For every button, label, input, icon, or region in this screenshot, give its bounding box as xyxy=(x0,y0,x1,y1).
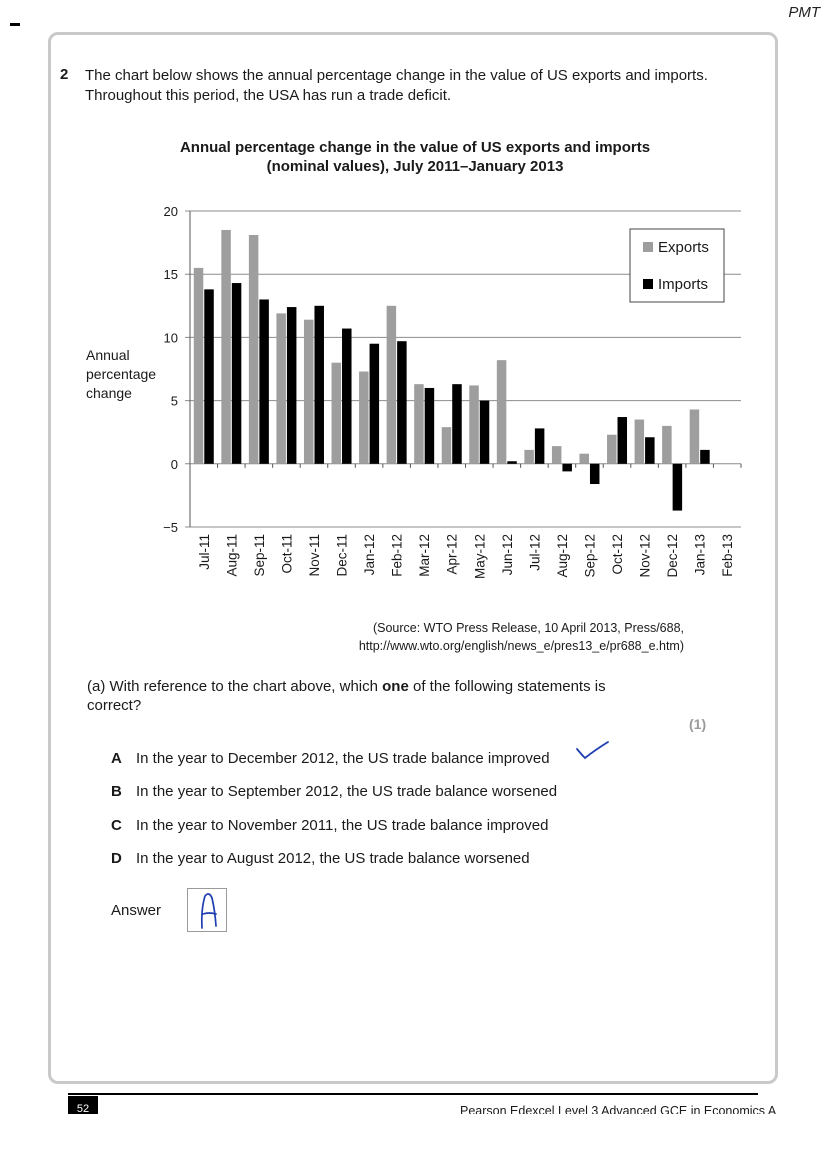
y-axis-label-line: change xyxy=(86,385,132,401)
x-tick-label: Sep-12 xyxy=(582,534,598,578)
exports-bar xyxy=(607,435,617,464)
exports-bar xyxy=(579,454,589,464)
x-tick-label: Aug-11 xyxy=(224,534,240,577)
y-tick-label: 0 xyxy=(170,456,178,472)
imports-bar xyxy=(700,450,710,464)
x-tick-label: Aug-12 xyxy=(554,534,570,578)
imports-bar xyxy=(287,307,297,464)
x-tick-label: Jul-11 xyxy=(196,534,212,570)
y-tick-label: 10 xyxy=(163,330,178,346)
option-letter: D xyxy=(111,850,122,867)
legend-swatch xyxy=(643,279,653,289)
footer-rule xyxy=(68,1093,758,1095)
exports-bar xyxy=(387,306,397,464)
y-tick-label: 5 xyxy=(170,393,178,409)
x-tick-label: Dec-12 xyxy=(665,534,681,578)
exports-bar xyxy=(194,268,204,464)
option-d[interactable] xyxy=(111,850,530,867)
part-a-suffix: of the following statements is correct? xyxy=(87,678,606,714)
imports-bar xyxy=(425,388,435,464)
legend-label: Imports xyxy=(658,276,709,293)
marks-indicator: (1) xyxy=(689,716,707,732)
exports-bar xyxy=(552,446,562,464)
imports-bar xyxy=(673,464,683,511)
source-citation xyxy=(300,619,684,655)
exports-bar xyxy=(442,427,452,464)
part-a-emphasis: one xyxy=(382,678,409,695)
exports-bar xyxy=(690,409,700,463)
answer-box[interactable] xyxy=(187,888,227,932)
x-tick-label: Nov-12 xyxy=(637,534,653,578)
exports-bar xyxy=(414,384,424,464)
chart-title-line-1: Annual percentage change in the value of US exports and imports xyxy=(179,139,651,156)
footer-text: Pearson Edexcel Level 3 Advanced GCE in Economics A xyxy=(460,1104,777,1114)
x-tick-label: Sep-11 xyxy=(251,534,267,577)
pmt-watermark: PMT xyxy=(788,4,820,21)
option-text: In the year to November 2011, the US trade balance improved xyxy=(136,817,549,834)
x-tick-label: May-12 xyxy=(472,534,488,580)
imports-bar xyxy=(562,464,572,472)
option-text: In the year to September 2012, the US trade balance worsened xyxy=(136,783,558,800)
x-tick-label: Mar-12 xyxy=(417,534,433,577)
exports-bar xyxy=(332,363,342,464)
x-tick-label: Dec-11 xyxy=(334,534,350,577)
option-letter: C xyxy=(111,817,122,834)
x-tick-label: Feb-12 xyxy=(389,534,405,577)
option-text: In the year to December 2012, the US trade balance improved xyxy=(136,750,550,767)
imports-bar xyxy=(645,437,655,464)
legend-label: Exports xyxy=(658,239,709,256)
imports-bar xyxy=(232,283,242,464)
x-tick-label: Oct-11 xyxy=(279,534,295,574)
legend-swatch xyxy=(643,242,653,252)
part-a-prefix: (a) With reference to the chart above, which xyxy=(87,678,383,695)
x-tick-label: Jan-13 xyxy=(692,534,708,576)
imports-bar xyxy=(259,299,269,463)
exports-bar xyxy=(304,320,314,464)
exports-bar xyxy=(497,360,507,464)
handwritten-tick-mark xyxy=(575,740,611,764)
imports-bar xyxy=(204,289,214,463)
exports-bar xyxy=(249,235,259,464)
exports-bar xyxy=(276,313,286,463)
x-tick-label: Apr-12 xyxy=(444,534,460,575)
option-b[interactable] xyxy=(111,783,557,800)
imports-bar xyxy=(452,384,462,464)
source-line-1: (Source: WTO Press Release, 10 April 2013, Press/688, xyxy=(372,621,684,635)
answer-label: Answer xyxy=(111,902,162,919)
exports-bar xyxy=(469,385,479,463)
exports-bar xyxy=(635,420,645,464)
x-tick-label: Feb-13 xyxy=(720,534,736,577)
option-text: In the year to August 2012, the US trade balance worsened xyxy=(136,850,530,867)
exports-bar xyxy=(359,372,369,464)
x-tick-label: Nov-11 xyxy=(306,534,322,577)
page-number: 52 xyxy=(68,1096,98,1114)
option-a[interactable] xyxy=(111,750,550,767)
imports-bar xyxy=(535,428,545,463)
y-axis-label-line: percentage xyxy=(86,366,157,382)
x-tick-label: Oct-12 xyxy=(610,534,626,575)
handwritten-answer-glyph xyxy=(188,889,228,933)
option-letter: B xyxy=(111,783,122,800)
exports-bar xyxy=(662,426,672,464)
imports-bar xyxy=(314,306,324,464)
source-line-2: http://www.wto.org/english/news_e/pres13_e/pr688_e.htm) xyxy=(358,639,684,653)
imports-bar xyxy=(370,344,380,464)
imports-bar xyxy=(397,341,407,464)
exports-bar xyxy=(221,230,231,464)
x-tick-label: Jul-12 xyxy=(527,534,543,571)
imports-bar xyxy=(480,401,490,464)
imports-bar xyxy=(507,461,517,464)
y-tick-label: −5 xyxy=(163,520,178,535)
exports-bar xyxy=(524,450,534,464)
x-tick-label: Jan-12 xyxy=(362,534,378,576)
question-text: The chart below shows the annual percentage change in the value of US exports and imports. Throughout this period, the USA has run a trade deficit. xyxy=(85,67,708,104)
chart-title-line-2: (nominal values), July 2011–January 2013 xyxy=(266,158,564,175)
part-a-question xyxy=(87,677,647,715)
imports-bar xyxy=(342,329,352,464)
option-c[interactable] xyxy=(111,817,548,834)
question-number: 2 xyxy=(60,66,69,83)
option-letter: A xyxy=(111,750,122,767)
y-tick-label: 20 xyxy=(163,204,178,219)
x-tick-label: Jun-12 xyxy=(499,534,515,576)
y-axis-label-line: Annual xyxy=(86,347,130,363)
imports-bar xyxy=(590,464,600,484)
y-tick-label: 15 xyxy=(163,267,178,283)
imports-bar xyxy=(618,417,628,464)
